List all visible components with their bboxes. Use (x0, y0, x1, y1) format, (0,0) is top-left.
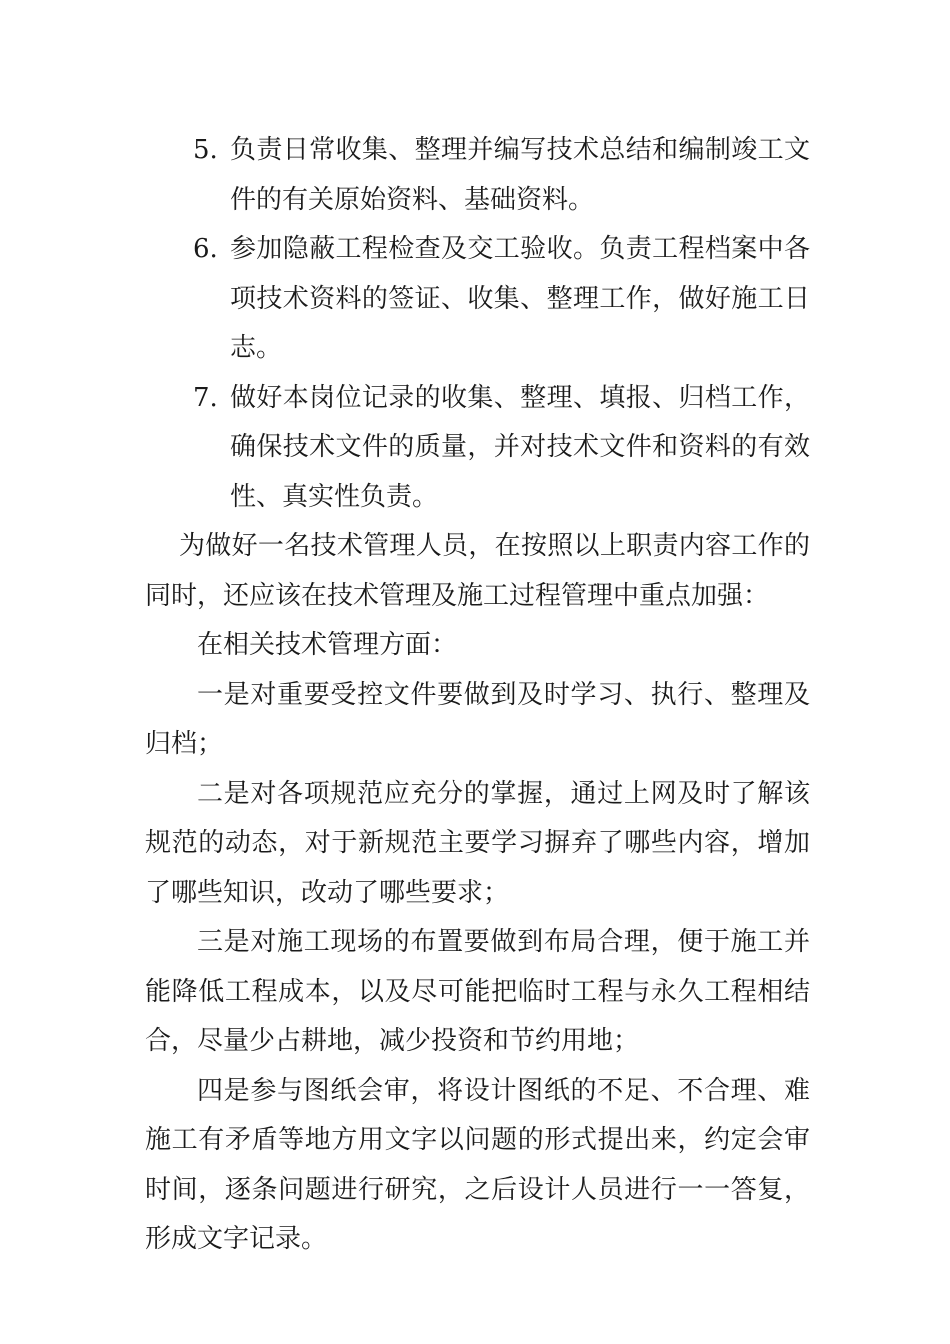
document-body (145, 126, 810, 1265)
list-number: 5. (193, 135, 218, 165)
list-number: 7. (193, 382, 218, 413)
intro-paragraph: 为做好一名技术管理人员，在按照以上职责内容工作的同时，还应该在技术管理及施工过程管理中重点加强： (145, 531, 810, 611)
section-heading: 在相关技术管理方面： (197, 630, 458, 660)
point-paragraph-4: 四是参与图纸会审，将设计图纸的不足、不合理、难施工有矛盾等地方用文字以问题的形式提出来，约定会审时间，逐条问题进行研究，之后设计人员进行一一答复，形成文字记录。 (145, 1075, 810, 1254)
point-paragraph-1: 一是对重要受控文件要做到及时学习、执行、整理及归档； (145, 679, 810, 759)
list-number: 6. (193, 234, 218, 264)
list-item-6 (145, 225, 810, 374)
list-text: 参加隐蔽工程检查及交工验收。负责工程档案中各项技术资料的签证、收集、整理工作，做好施工日志。 (230, 234, 810, 363)
list-text: 负责日常收集、整理并编写技术总结和编制竣工文件的有关原始资料、基础资料。 (230, 135, 810, 215)
list-item-7 (145, 374, 810, 523)
point-paragraph-2: 二是对各项规范应充分的掌握，通过上网及时了解该规范的动态，对于新规范主要学习摒弃了哪些内容，增加了哪些知识，改动了哪些要求； (145, 778, 810, 908)
point-paragraph-3: 三是对施工现场的布置要做到布局合理，便于施工并能降低工程成本，以及尽可能把临时工程与永久工程相结合，尽量少占耕地，减少投资和节约用地； (145, 927, 810, 1056)
list-item-5 (145, 126, 810, 225)
list-text: 做好本岗位记录的收集、整理、填报、归档工作，确保技术文件的质量，并对技术文件和资料的有效性、真实性负责。 (230, 382, 810, 512)
